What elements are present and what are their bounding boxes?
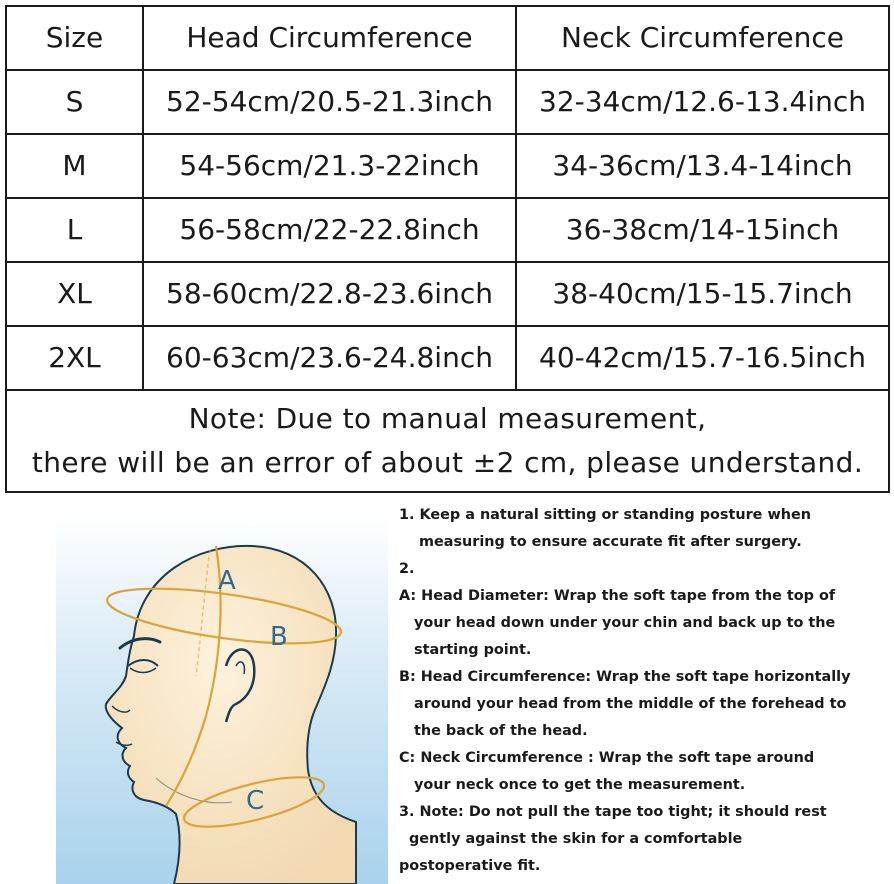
head-cell: 58-60cm/22.8-23.6inch — [143, 262, 516, 326]
head-cell: 54-56cm/21.3-22inch — [143, 134, 516, 198]
label-b: B — [270, 622, 288, 652]
neck-cell: 36-38cm/14-15inch — [516, 198, 889, 262]
neck-cell: 34-36cm/13.4-14inch — [516, 134, 889, 198]
label-a: A — [218, 566, 236, 596]
size-cell: M — [6, 134, 143, 198]
instruction-line: starting point. — [414, 642, 532, 658]
instruction-line: postoperative fit. — [399, 858, 541, 874]
table-row — [6, 326, 889, 390]
table-row — [6, 134, 889, 198]
neck-cell: 38-40cm/15-15.7inch — [516, 262, 889, 326]
table-header-row — [6, 6, 889, 70]
instruction-line: gently against the skin for a comfortable — [409, 831, 743, 847]
instruction-line: A: Head Diameter: Wrap the soft tape from the top of — [399, 588, 836, 604]
instruction-line: around your head from the middle of the forehead to — [414, 696, 847, 712]
note-line-1: Note: Due to manual measurement, — [188, 402, 707, 435]
head-cell: 52-54cm/20.5-21.3inch — [143, 70, 516, 134]
head-measurement-illustration — [56, 516, 388, 884]
instruction-line: C: Neck Circumference : Wrap the soft tape around — [399, 750, 815, 766]
head-cell: 60-63cm/23.6-24.8inch — [143, 326, 516, 390]
size-cell: 2XL — [6, 326, 143, 390]
instruction-line: 2. — [399, 561, 415, 577]
size-cell: S — [6, 70, 143, 134]
header-head-circumference: Head Circumference — [143, 6, 516, 70]
head-cell: 56-58cm/22-22.8inch — [143, 198, 516, 262]
instruction-line: the back of the head. — [414, 723, 588, 739]
size-chart-table — [5, 5, 890, 493]
instruction-line: B: Head Circumference: Wrap the soft tape horizontally — [399, 669, 851, 685]
instruction-line: your head down under your chin and back up to the — [414, 615, 836, 631]
measurement-note — [6, 390, 889, 492]
note-line-2: there will be an error of about ±2 cm, please understand. — [31, 446, 864, 479]
table-row — [6, 70, 889, 134]
measurement-instructions — [399, 502, 891, 880]
size-cell: L — [6, 198, 143, 262]
neck-cell: 40-42cm/15.7-16.5inch — [516, 326, 889, 390]
label-c: C — [246, 786, 265, 816]
note-row — [6, 390, 889, 492]
instruction-line: your neck once to get the measurement. — [414, 777, 746, 793]
instruction-line: 3. Note: Do not pull the tape too tight; it should rest — [399, 804, 827, 820]
instruction-line: measuring to ensure accurate fit after surgery. — [419, 534, 802, 550]
header-neck-circumference: Neck Circumference — [516, 6, 889, 70]
instruction-line: 1. Keep a natural sitting or standing posture when — [399, 507, 811, 523]
table-row — [6, 262, 889, 326]
table-row — [6, 198, 889, 262]
header-size: Size — [6, 6, 143, 70]
neck-cell: 32-34cm/12.6-13.4inch — [516, 70, 889, 134]
size-cell: XL — [6, 262, 143, 326]
